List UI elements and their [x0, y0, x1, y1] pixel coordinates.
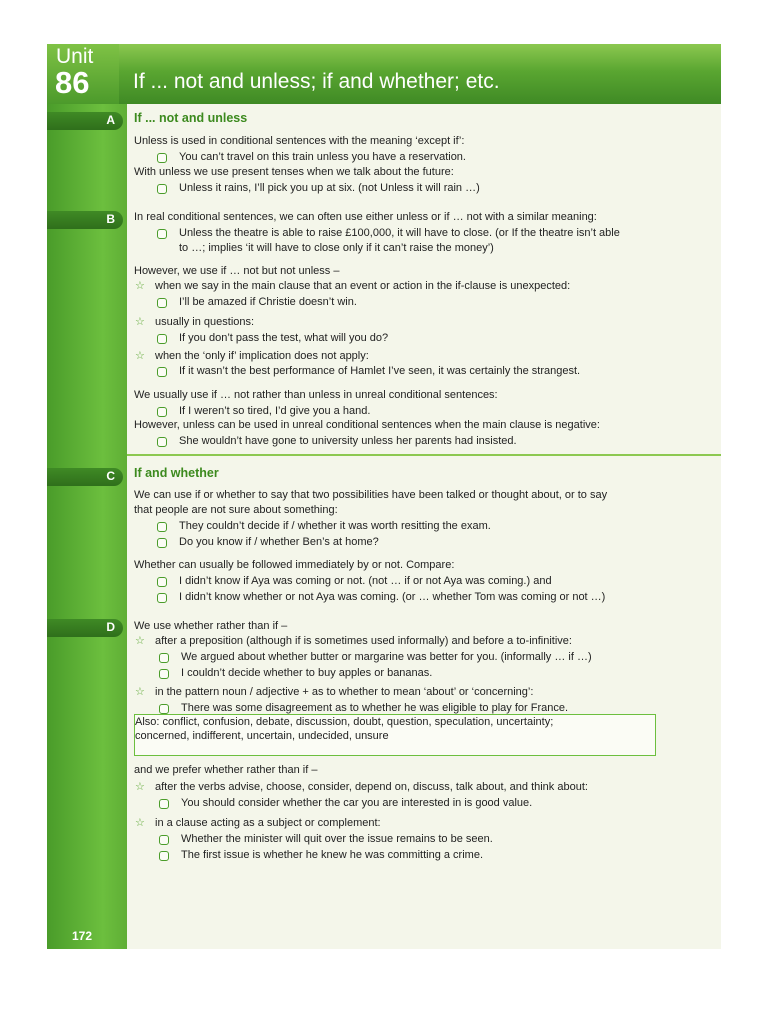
example-line: If it wasn’t the best performance of Hamlet I’ve seen, it was certainly the strangest.	[179, 365, 581, 377]
text-line: Unless is used in conditional sentences with the meaning ‘except if’:	[134, 135, 465, 147]
example-line: She wouldn’t have gone to university unless her parents had insisted.	[179, 435, 517, 447]
section-letter: B	[106, 212, 115, 226]
example-line: They couldn’t decide if / whether it was worth resitting the exam.	[179, 520, 491, 532]
example-line: Unless the theatre is able to raise £100,000, it will have to close. (or If the theatre isn’t able	[179, 227, 620, 239]
example-bullet	[157, 153, 167, 163]
text-line: that people are not sure about something:	[134, 504, 338, 516]
unit-number: 86	[55, 65, 90, 100]
textbook-page	[47, 44, 721, 949]
text-line: We use whether rather than if –	[134, 620, 288, 632]
rule-line: after a preposition (although if is sometimes used informally) and before a to-infinitive:	[155, 635, 572, 647]
section-tab-d	[47, 619, 123, 637]
left-margin-strip	[47, 104, 127, 949]
also-box	[134, 714, 656, 756]
rule-line: after the verbs advise, choose, consider, depend on, discuss, talk about, and think about:	[155, 781, 588, 793]
example-line: You can’t travel on this train unless you have a reservation.	[179, 151, 466, 163]
example-bullet	[157, 184, 167, 194]
text-line: We usually use if … not rather than unless in unreal conditional sentences:	[134, 389, 498, 401]
example-bullet	[159, 799, 169, 809]
example-bullet	[157, 367, 167, 377]
unit-title: If ... not and unless; if and whether; etc.	[133, 70, 500, 93]
section-letter: D	[106, 620, 115, 634]
example-bullet	[157, 437, 167, 447]
star-icon: ☆	[135, 686, 145, 698]
unit-word: Unit	[56, 45, 94, 68]
example-line: The first issue is whether he knew he was committing a crime.	[181, 849, 484, 861]
example-line: Whether the minister will quit over the issue remains to be seen.	[181, 833, 493, 845]
star-icon: ☆	[135, 635, 145, 647]
example-bullet	[157, 593, 167, 603]
also-box-line: concerned, indifferent, uncertain, undecided, unsure	[135, 730, 389, 742]
section-tab-b	[47, 211, 123, 229]
example-bullet	[157, 334, 167, 344]
star-icon: ☆	[135, 350, 145, 362]
rule-line: usually in questions:	[155, 316, 255, 328]
section-letter: A	[106, 113, 115, 127]
rule-line: in the pattern noun / adjective + as to whether to mean ‘about’ or ‘concerning’:	[155, 686, 534, 698]
unit-header	[47, 44, 721, 104]
text-line: However, unless can be used in unreal conditional sentences when the main clause is negative:	[134, 419, 600, 431]
example-line: I didn’t know if Aya was coming or not. (not … if or not Aya was coming.) and	[179, 575, 552, 587]
rule-line: in a clause acting as a subject or complement:	[155, 817, 381, 829]
unit-box	[47, 44, 119, 104]
example-line: We argued about whether butter or margarine was better for you. (informally … if …)	[181, 651, 592, 663]
example-bullet	[157, 577, 167, 587]
example-line: There was some disagreement as to whether he was eligible to play for France.	[181, 702, 569, 714]
example-line: to …; implies ‘it will have to close only if it can’t raise the money’)	[179, 242, 494, 254]
example-bullet	[159, 835, 169, 845]
text-line: Whether can usually be followed immediately by or not. Compare:	[134, 559, 455, 571]
text-line: However, we use if … not but not unless –	[134, 265, 340, 277]
example-line: I didn’t know whether or not Aya was coming. (or … whether Tom was coming or not …)	[179, 591, 606, 603]
example-bullet	[159, 851, 169, 861]
example-bullet	[157, 522, 167, 532]
example-bullet	[159, 653, 169, 663]
text-line: We can use if or whether to say that two possibilities have been talked or thought about, or to say	[134, 489, 608, 501]
also-box-line: Also: conflict, confusion, debate, discussion, doubt, question, speculation, uncertainty;	[135, 716, 554, 728]
star-icon: ☆	[135, 280, 145, 292]
star-icon: ☆	[135, 817, 145, 829]
star-icon: ☆	[135, 316, 145, 328]
section-heading-c: If and whether	[134, 466, 219, 480]
example-bullet	[157, 298, 167, 308]
section-tab-a	[47, 112, 123, 130]
text-line: With unless we use present tenses when we talk about the future:	[134, 166, 454, 178]
example-bullet	[159, 704, 169, 714]
example-bullet	[159, 669, 169, 679]
section-heading-a: If ... not and unless	[134, 111, 248, 125]
rule-line: when the ‘only if’ implication does not apply:	[155, 350, 369, 362]
section-divider	[127, 454, 721, 456]
example-line: You should consider whether the car you are interested in is good value.	[181, 797, 533, 809]
example-bullet	[157, 538, 167, 548]
example-line: I couldn’t decide whether to buy apples or bananas.	[181, 667, 433, 679]
example-bullet	[157, 407, 167, 417]
section-letter: C	[106, 469, 115, 483]
text-line: and we prefer whether rather than if –	[134, 764, 318, 776]
example-line: If you don’t pass the test, what will you do?	[179, 332, 389, 344]
example-line: I’ll be amazed if Christie doesn’t win.	[179, 296, 357, 308]
text-line: In real conditional sentences, we can often use either unless or if … not with a similar meaning:	[134, 211, 597, 223]
rule-line: when we say in the main clause that an event or action in the if-clause is unexpected:	[155, 280, 571, 292]
page-number: 172	[72, 929, 93, 943]
example-line: Unless it rains, I’ll pick you up at six. (not Unless it will rain …)	[179, 182, 480, 194]
example-line: If I weren’t so tired, I’d give you a hand.	[179, 405, 371, 417]
star-icon: ☆	[135, 781, 145, 793]
example-line: Do you know if / whether Ben’s at home?	[179, 536, 379, 548]
section-tab-c	[47, 468, 123, 486]
example-bullet	[157, 229, 167, 239]
